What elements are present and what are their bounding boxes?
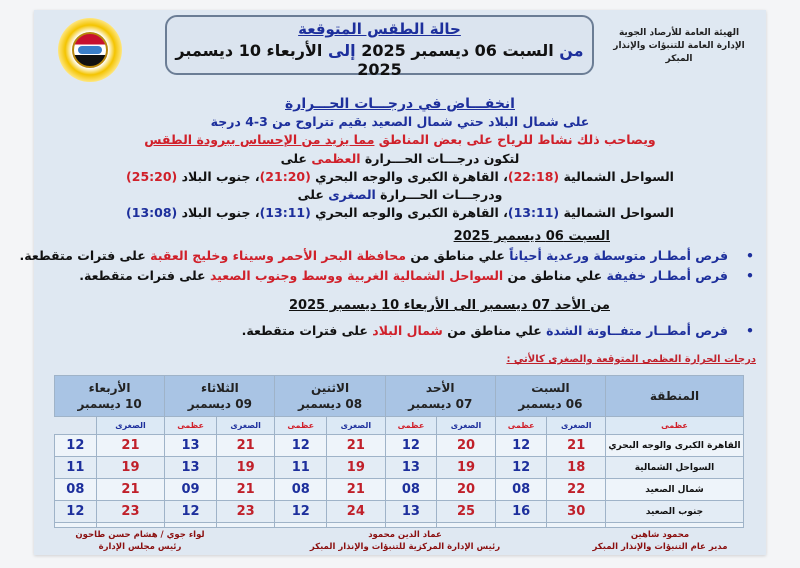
max-temp: 23 [96,501,165,523]
text-segment: علي مناطق من [405,248,510,263]
summary-line [80,169,720,184]
text-segment: ، جنوب البلاد [177,205,260,220]
day-name: الأحد [425,381,455,395]
min-temp: 13 [165,435,217,457]
text-segment: على فترات متقطعة. [19,248,151,263]
text-segment: على [297,187,329,202]
table-row [55,501,744,523]
summary-line [80,151,720,166]
text-segment: على شمال البلاد حتي شمال الصعيد بقيم تتراوح من 3-4 درجة [210,114,590,129]
text-segment: السواحل الشمالية [559,205,674,220]
day-name: الأربعاء [88,381,131,395]
forecast-bullet [242,323,754,338]
text-segment: من [553,41,584,60]
text-segment: مما يزيد من الإحساس ببرودة الطقس [144,132,375,147]
max-temp: 21 [327,479,386,501]
table-row-empty [55,523,744,528]
max-temp: 25 [437,501,496,523]
agency-line-2: الإدارة العامة للتنبؤات والإنذار المبكر [613,41,745,64]
text-segment: انخفـــاض في درجـــات الحـــرارة [285,96,515,112]
min-temp: 08 [275,479,327,501]
text-segment: السبت 06 ديسمبر 2025 [355,41,554,60]
text-segment: (21:20) [259,169,311,184]
min-label: الصغرى [547,417,606,435]
min-label: الصغرى [216,417,275,435]
text-segment: (13:11) [507,205,560,220]
max-label: عظمى [495,417,547,435]
day-header [165,376,275,417]
summary-line [80,96,720,112]
forecast-period [167,41,592,79]
text-segment: شمال البلاد [372,323,443,338]
min-label: الصغرى [96,417,165,435]
text-segment: الصغرى [328,187,376,202]
table-row [55,479,744,501]
signature-block [60,529,220,553]
day-name: الاثنين [310,381,350,395]
signatory-name: لواء جوي / هشام حسن طاحون [75,530,205,540]
text-segment: (25:20) [126,169,178,184]
text-segment: ، القاهرة الكبرى والوجه البحري [310,205,508,220]
max-label: عظمى [165,417,217,435]
min-temp: 12 [55,435,97,457]
text-segment: على [280,151,312,166]
min-temp: 13 [385,501,437,523]
title-box [165,15,594,79]
day-date: 06 ديسمبر [518,397,583,411]
day-header [385,376,495,417]
max-label: عظمى [606,417,744,435]
max-temp: 21 [216,479,275,501]
max-temp: 30 [547,501,606,523]
min-temp: 12 [385,435,437,457]
min-temp: 09 [165,479,217,501]
day-date: 07 ديسمبر [408,397,473,411]
region-name: السواحل الشمالية [606,457,744,479]
signatory-name: عماد الدين محمود [368,530,442,540]
max-temp: 23 [216,501,275,523]
ema-logo-icon [58,18,122,82]
text-segment: علي مناطق من [503,268,607,283]
max-label: عظمى [275,417,327,435]
max-temp: 21 [216,435,275,457]
region-header: المنطقة [606,376,744,417]
min-label: الصغرى [327,417,386,435]
forecast-bullet [20,248,755,263]
day-date: 08 ديسمبر [297,397,363,411]
summary-line [80,132,720,147]
text-segment: لتكون درجـــات الحـــرارة [360,151,520,166]
max-temp: 19 [96,457,165,479]
max-temp: 24 [327,501,386,523]
agency-name [604,27,754,66]
text-segment: على فترات متقطعة. [241,323,373,338]
table-row [55,457,744,479]
text-segment: (13:11) [259,205,311,220]
max-temp: 22 [547,479,606,501]
max-temp: 19 [216,457,275,479]
min-temp: 12 [495,457,547,479]
signature-block [580,529,740,553]
signature-block [290,529,520,553]
region-name: جنوب الصعيد [606,501,744,523]
max-temp: 20 [437,479,496,501]
day-header [275,376,385,417]
text-segment: ، القاهرة الكبرى والوجه البحري [310,169,508,184]
min-temp: 16 [495,501,547,523]
day-date: 09 ديسمبر [187,397,252,411]
max-label: عظمى [385,417,437,435]
signatory-role: مدير عام التنبؤات والإنذار المبكر [592,542,728,552]
text-segment: السواحل الشمالية الغربية ووسط وجنوب الصعيد [209,268,504,283]
text-segment: علي مناطق من [442,323,547,338]
day-date: 10 ديسمبر [77,397,142,411]
agency-line-1: الهيئة العامة للأرصاد الجوية [618,28,740,38]
text-segment: العظمى [311,151,361,166]
text-segment: فرص أمطـار خفيفة [606,268,728,283]
signatory-role: رئيس الإدارة المركزية للتنبؤات والإنذار المبكر [309,542,501,552]
signatory-role: رئيس مجلس الإدارة [98,542,182,552]
summary-line [80,114,720,129]
min-temp: 13 [165,457,217,479]
min-temp: 12 [55,501,97,523]
min-temp: 12 [495,435,547,457]
min-temp: 11 [55,457,97,479]
section-heading: السبت 06 ديسمبر 2025 [453,229,610,244]
text-segment: (22:18) [507,169,560,184]
text-segment: الأربعاء 10 ديسمبر 2025 [175,41,402,79]
text-segment: فرص أمطـار متوسطة ورعدية أحياناً [509,248,728,263]
day-name: السبت [531,381,570,395]
max-temp: 21 [96,435,165,457]
text-segment: إلى [327,41,356,60]
min-temp: 08 [495,479,547,501]
min-temp: 12 [275,435,327,457]
section-heading: من الأحد 07 ديسمبر الى الأربعاء 10 ديسمبر 2025 [288,298,610,313]
summary-line [80,187,720,202]
table-caption: درجات الحرارة العظمى المتوقعة والصغرى كالأتي : [506,354,756,365]
text-segment: السواحل الشمالية [559,169,674,184]
min-temp: 08 [55,479,97,501]
text-segment: (13:08) [126,205,178,220]
max-temp: 18 [547,457,606,479]
max-temp: 21 [327,435,386,457]
day-header [495,376,605,417]
min-temp: 12 [275,501,327,523]
min-label: الصغرى [437,417,496,435]
signatory-name: محمود شاهين [630,530,690,540]
forecast-bullet [79,268,754,283]
max-temp: 19 [327,457,386,479]
min-temp: 08 [385,479,437,501]
min-temp: 11 [275,457,327,479]
text-segment: على فترات متقطعة. [79,268,210,283]
text-segment: ودرجـــات الحـــرارة [375,187,503,202]
min-temp: 13 [385,457,437,479]
day-header [55,376,165,417]
max-temp: 21 [547,435,606,457]
text-segment: ويصاحب ذلك نشاط للرياح على بعض المناطق [374,132,656,147]
region-name: شمال الصعيد [606,479,744,501]
summary-line [80,205,720,220]
page-title: حالة الطقس المتوقعة [298,20,461,38]
region-name: القاهرة الكبرى والوجه البحري [606,435,744,457]
text-segment: ، جنوب البلاد [177,169,260,184]
temperature-table [54,375,744,528]
table-row [55,435,744,457]
text-segment: فرص أمطــار متفــاوتة الشدة [546,323,728,338]
day-name: الثلاثاء [200,381,239,395]
min-temp: 12 [165,501,217,523]
max-temp: 20 [437,435,496,457]
max-temp: 21 [96,479,165,501]
max-temp: 19 [437,457,496,479]
text-segment: محافظة البحر الأحمر وسيناء وخليج العقبة [150,248,406,263]
